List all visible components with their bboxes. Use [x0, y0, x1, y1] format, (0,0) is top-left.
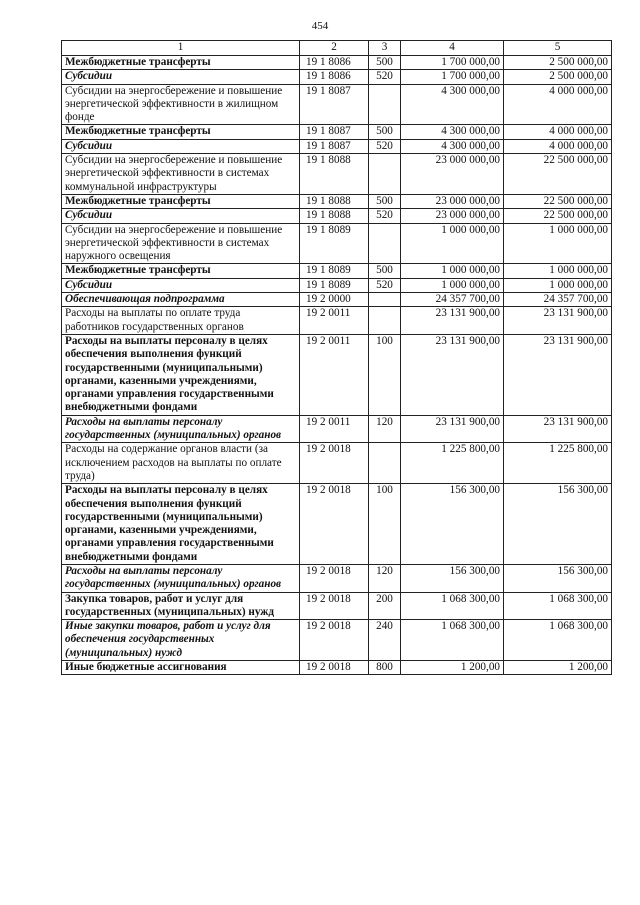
header-col-2: 2: [300, 41, 369, 56]
table-row: [62, 661, 612, 675]
row-code: 19 2 0018: [300, 564, 369, 592]
budget-table: [61, 40, 612, 675]
row-expense-type: 120: [369, 415, 401, 443]
row-amount-col4: 23 000 000,00: [401, 209, 504, 223]
table-body: [62, 56, 612, 675]
row-name: Закупка товаров, работ и услуг для государственных (муниципальных) нужд: [62, 592, 300, 620]
row-expense-type: 520: [369, 209, 401, 223]
row-code: 19 1 8089: [300, 278, 369, 292]
row-name: Обеспечивающая подпрограмма: [62, 293, 300, 307]
row-amount-col5: 1 068 300,00: [504, 592, 612, 620]
row-code: 19 1 8087: [300, 125, 369, 139]
row-expense-type: 120: [369, 564, 401, 592]
row-amount-col5: 1 068 300,00: [504, 620, 612, 661]
row-amount-col4: 1 000 000,00: [401, 264, 504, 278]
row-expense-type: 520: [369, 70, 401, 84]
row-code: 19 2 0011: [300, 334, 369, 415]
row-name: Межбюджетные трансферты: [62, 56, 300, 70]
row-code: 19 1 8089: [300, 223, 369, 264]
row-code: 19 2 0018: [300, 620, 369, 661]
row-expense-type: [369, 84, 401, 125]
table-row: [62, 278, 612, 292]
row-expense-type: [369, 223, 401, 264]
row-amount-col5: 4 000 000,00: [504, 125, 612, 139]
row-amount-col5: 2 500 000,00: [504, 70, 612, 84]
row-name: Межбюджетные трансферты: [62, 194, 300, 208]
row-name: Субсидии на энергосбережение и повышение энергетической эффективности в системах коммунальной инфраструктуры: [62, 154, 300, 195]
table-row: [62, 139, 612, 153]
row-amount-col4: 23 131 900,00: [401, 334, 504, 415]
table-row: [62, 56, 612, 70]
row-name: Субсидии на энергосбережение и повышение энергетической эффективности в системах наружного освещения: [62, 223, 300, 264]
row-amount-col4: 24 357 700,00: [401, 293, 504, 307]
row-code: 19 1 8087: [300, 84, 369, 125]
row-amount-col5: 1 225 800,00: [504, 443, 612, 484]
row-amount-col4: 4 300 000,00: [401, 139, 504, 153]
row-code: 19 1 8088: [300, 209, 369, 223]
row-expense-type: 100: [369, 334, 401, 415]
row-name: Расходы на выплаты персоналу в целях обеспечения выполнения функций государственными (муниципальными) органами, казенными учреждениями, органами управления государственными внебюджетными фондами: [62, 484, 300, 565]
row-expense-type: [369, 154, 401, 195]
table-row: [62, 84, 612, 125]
row-amount-col5: 4 000 000,00: [504, 84, 612, 125]
row-expense-type: 520: [369, 139, 401, 153]
row-expense-type: 520: [369, 278, 401, 292]
row-amount-col4: 23 131 900,00: [401, 415, 504, 443]
row-expense-type: 240: [369, 620, 401, 661]
table-row: [62, 125, 612, 139]
row-expense-type: 200: [369, 592, 401, 620]
row-name: Иные бюджетные ассигнования: [62, 661, 300, 675]
row-amount-col4: 1 225 800,00: [401, 443, 504, 484]
row-amount-col5: 24 357 700,00: [504, 293, 612, 307]
row-amount-col5: 2 500 000,00: [504, 56, 612, 70]
row-amount-col5: 22 500 000,00: [504, 209, 612, 223]
table-row: [62, 484, 612, 565]
table-row: [62, 307, 612, 335]
header-col-1: 1: [62, 41, 300, 56]
row-amount-col5: 23 131 900,00: [504, 334, 612, 415]
row-amount-col5: 1 000 000,00: [504, 264, 612, 278]
row-code: 19 1 8086: [300, 70, 369, 84]
row-code: 19 2 0011: [300, 307, 369, 335]
row-expense-type: 800: [369, 661, 401, 675]
row-amount-col5: 22 500 000,00: [504, 194, 612, 208]
row-amount-col4: 156 300,00: [401, 484, 504, 565]
row-expense-type: 500: [369, 125, 401, 139]
row-amount-col4: 1 068 300,00: [401, 620, 504, 661]
row-code: 19 1 8087: [300, 139, 369, 153]
row-code: 19 1 8088: [300, 154, 369, 195]
row-name: Расходы на выплаты по оплате труда работников государственных органов: [62, 307, 300, 335]
row-amount-col4: 23 131 900,00: [401, 307, 504, 335]
row-name: Расходы на выплаты персоналу государственных (муниципальных) органов: [62, 415, 300, 443]
row-amount-col5: 23 131 900,00: [504, 415, 612, 443]
row-code: 19 1 8086: [300, 56, 369, 70]
row-amount-col5: 4 000 000,00: [504, 139, 612, 153]
row-name: Иные закупки товаров, работ и услуг для обеспечения государственных (муниципальных) нужд: [62, 620, 300, 661]
row-code: 19 1 8088: [300, 194, 369, 208]
row-code: 19 2 0018: [300, 484, 369, 565]
row-amount-col4: 1 068 300,00: [401, 592, 504, 620]
header-row: [62, 41, 612, 56]
row-amount-col5: 23 131 900,00: [504, 307, 612, 335]
header-col-4: 4: [401, 41, 504, 56]
table-row: [62, 154, 612, 195]
row-amount-col4: 23 000 000,00: [401, 194, 504, 208]
row-amount-col4: 1 700 000,00: [401, 70, 504, 84]
row-name: Субсидии на энергосбережение и повышение энергетической эффективности в жилищном фонде: [62, 84, 300, 125]
table-row: [62, 443, 612, 484]
row-expense-type: [369, 443, 401, 484]
row-amount-col5: 22 500 000,00: [504, 154, 612, 195]
row-amount-col5: 156 300,00: [504, 564, 612, 592]
row-expense-type: [369, 293, 401, 307]
row-code: 19 1 8089: [300, 264, 369, 278]
row-name: Субсидии: [62, 209, 300, 223]
row-name: Субсидии: [62, 139, 300, 153]
row-name: Субсидии: [62, 70, 300, 84]
header-col-5: 5: [504, 41, 612, 56]
row-amount-col5: 1 200,00: [504, 661, 612, 675]
table-row: [62, 293, 612, 307]
page-number: 454: [311, 20, 329, 32]
row-amount-col4: 1 000 000,00: [401, 223, 504, 264]
row-name: Расходы на выплаты персоналу государственных (муниципальных) органов: [62, 564, 300, 592]
row-amount-col5: 1 000 000,00: [504, 223, 612, 264]
row-expense-type: 500: [369, 264, 401, 278]
row-expense-type: 500: [369, 194, 401, 208]
row-name: Расходы на содержание органов власти (за исключением расходов на выплаты по оплате труда): [62, 443, 300, 484]
row-name: Субсидии: [62, 278, 300, 292]
table-row: [62, 334, 612, 415]
row-amount-col5: 156 300,00: [504, 484, 612, 565]
row-code: 19 2 0011: [300, 415, 369, 443]
row-code: 19 2 0018: [300, 443, 369, 484]
row-amount-col4: 1 000 000,00: [401, 278, 504, 292]
row-code: 19 2 0018: [300, 661, 369, 675]
table-row: [62, 620, 612, 661]
table-row: [62, 70, 612, 84]
row-amount-col4: 4 300 000,00: [401, 125, 504, 139]
header-col-3: 3: [369, 41, 401, 56]
row-name: Межбюджетные трансферты: [62, 264, 300, 278]
row-code: 19 2 0018: [300, 592, 369, 620]
row-expense-type: [369, 307, 401, 335]
row-expense-type: 500: [369, 56, 401, 70]
table-row: [62, 209, 612, 223]
table-row: [62, 194, 612, 208]
row-code: 19 2 0000: [300, 293, 369, 307]
table-row: [62, 415, 612, 443]
row-amount-col4: 4 300 000,00: [401, 84, 504, 125]
table-row: [62, 223, 612, 264]
table-row: [62, 564, 612, 592]
row-amount-col4: 1 700 000,00: [401, 56, 504, 70]
table-row: [62, 264, 612, 278]
row-amount-col4: 1 200,00: [401, 661, 504, 675]
row-name: Межбюджетные трансферты: [62, 125, 300, 139]
row-amount-col4: 156 300,00: [401, 564, 504, 592]
table-row: [62, 592, 612, 620]
row-name: Расходы на выплаты персоналу в целях обеспечения выполнения функций государственными (муниципальными) органами, казенными учреждениями, органами управления государственными внебюджетными фондами: [62, 334, 300, 415]
row-expense-type: 100: [369, 484, 401, 565]
row-amount-col5: 1 000 000,00: [504, 278, 612, 292]
row-amount-col4: 23 000 000,00: [401, 154, 504, 195]
